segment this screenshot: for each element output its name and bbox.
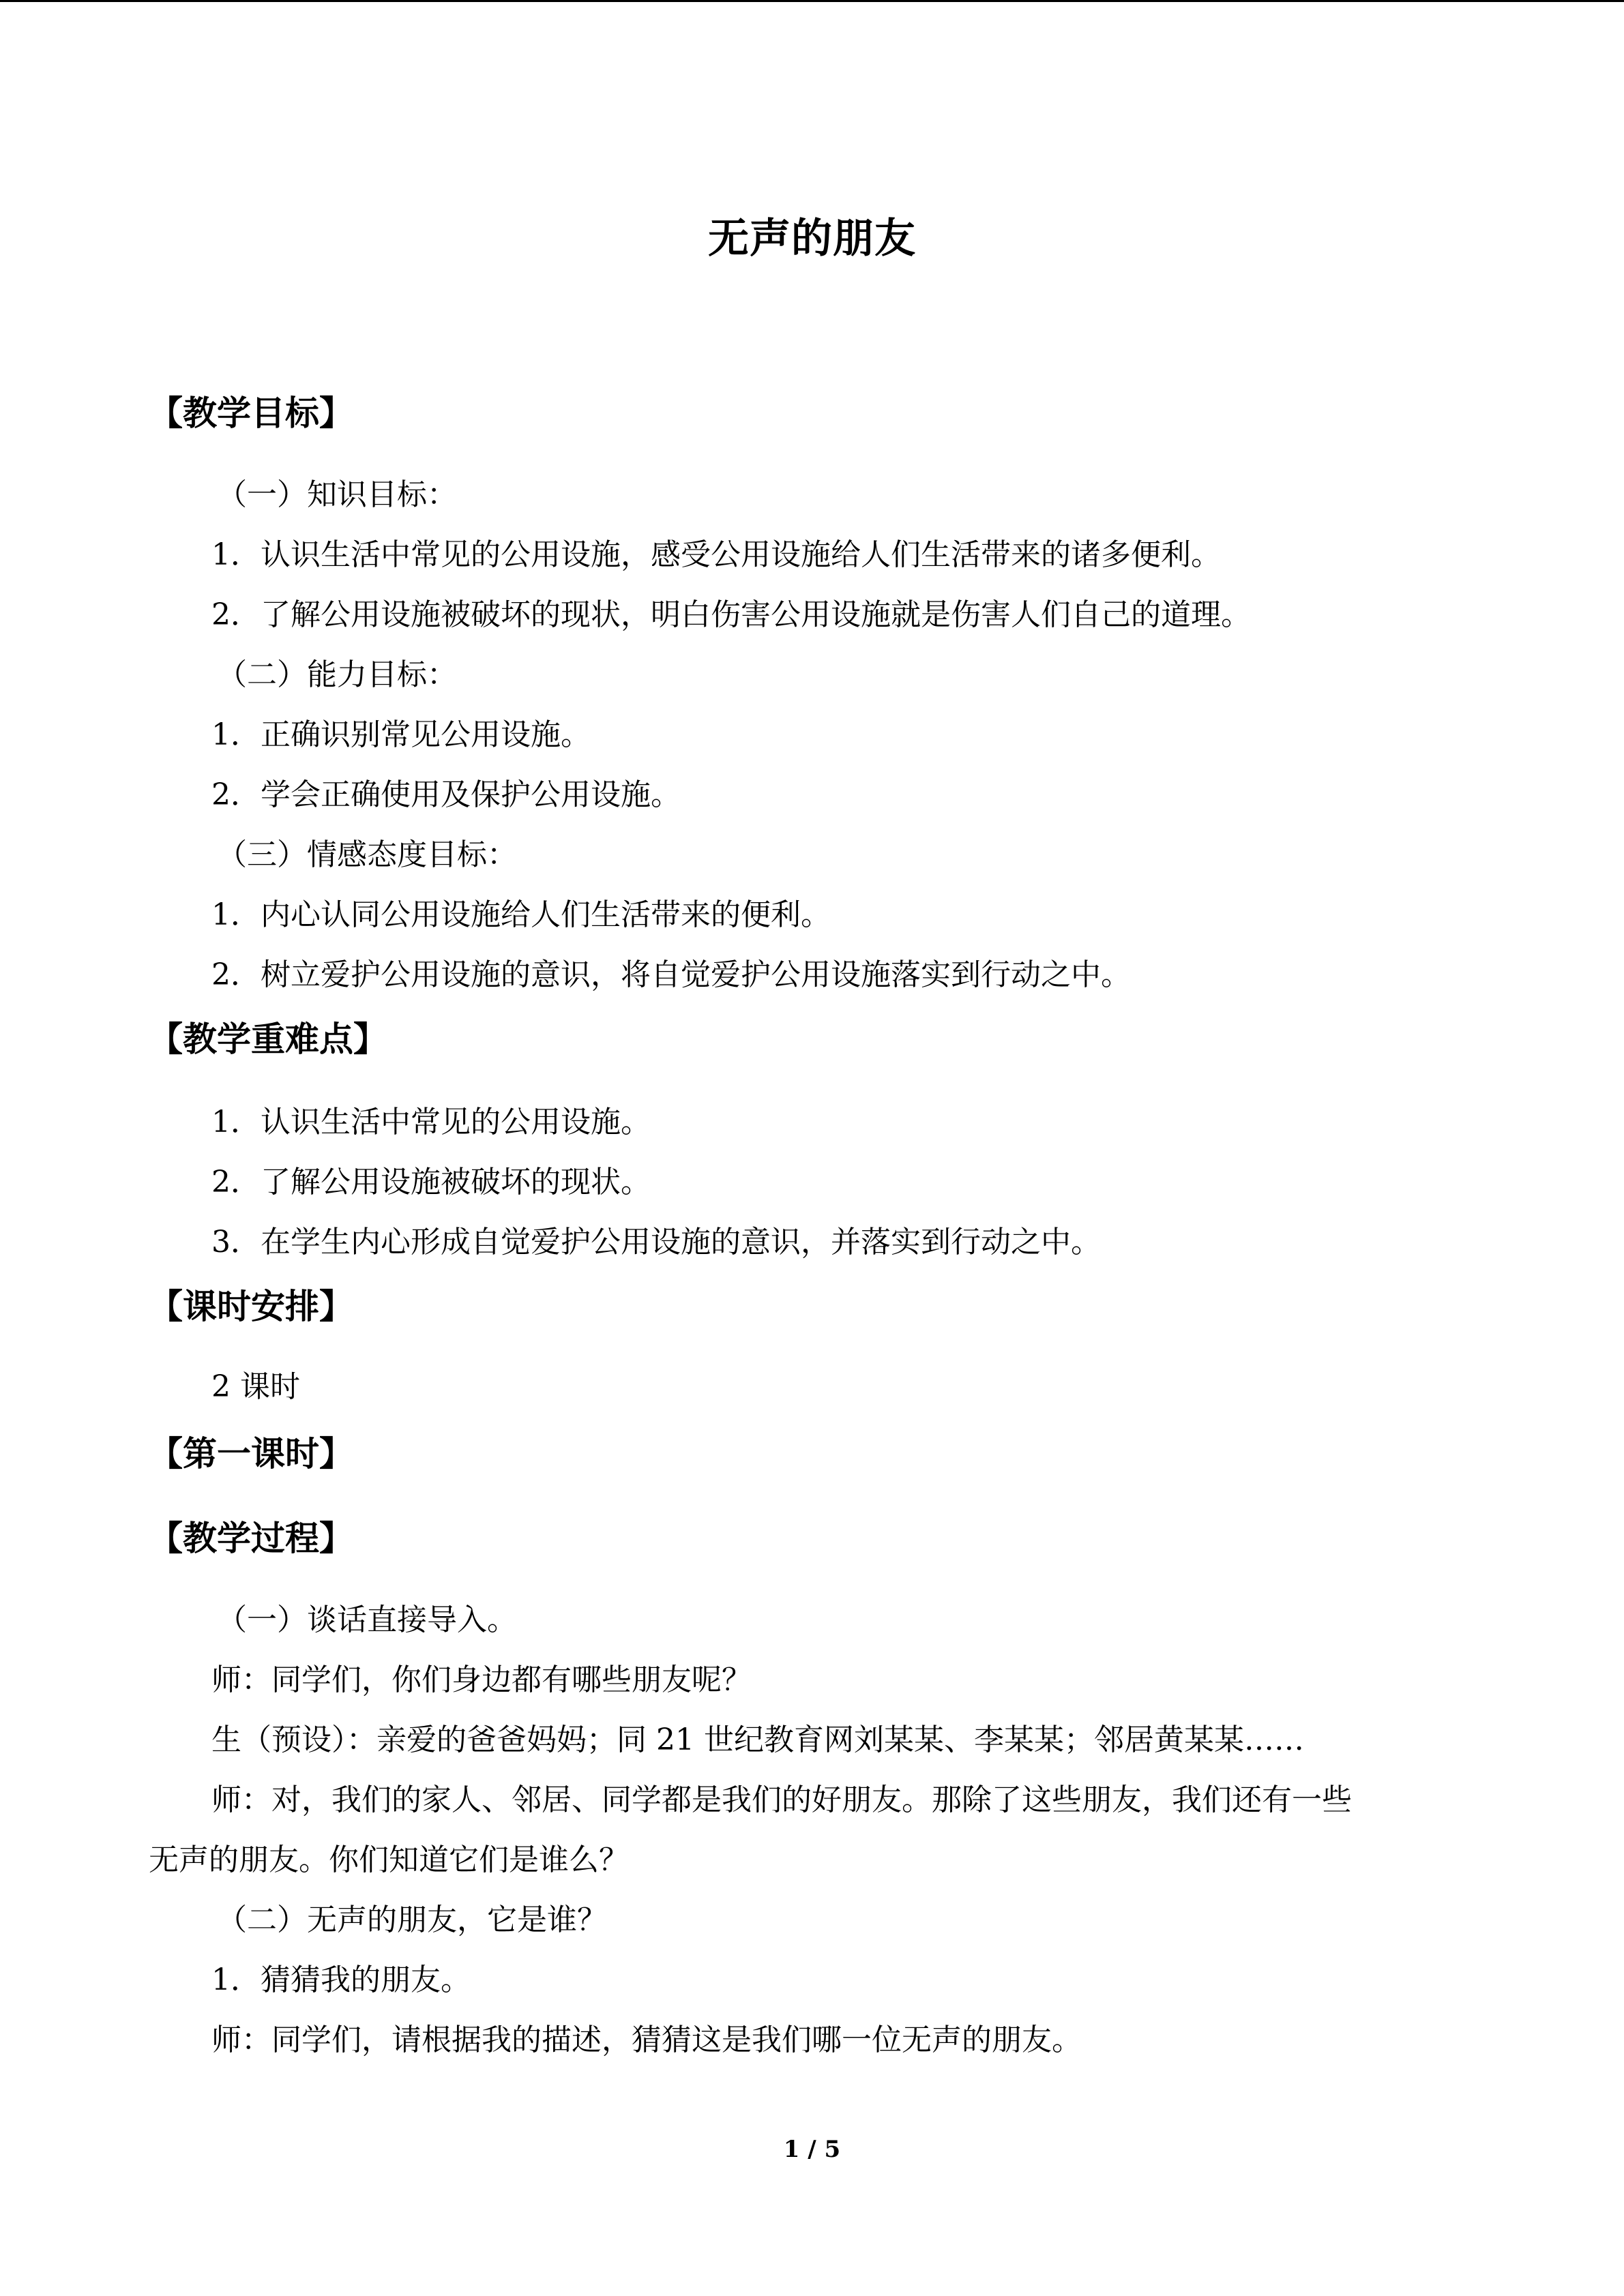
knowledge-objective-1: 1．认识生活中常见的公用设施，感受公用设施给人们生活带来的诸多便利。	[211, 537, 1221, 572]
ability-objective-2: 2．学会正确使用及保护公用设施。	[211, 777, 681, 812]
key-point-2: 2．了解公用设施被破坏的现状。	[211, 1165, 651, 1199]
process-part2-label: （二）无声的朋友，它是谁？	[217, 1903, 607, 1937]
key-points-heading: 【教学重难点】	[149, 1019, 387, 1059]
ability-objective-1: 1．正确识别常见公用设施。	[211, 717, 591, 752]
teacher-line-3: 师：同学们，请根据我的描述，猜猜这是我们哪一位无声的朋友。	[211, 2023, 1082, 2057]
process-intro-label: （一）谈话直接导入。	[217, 1602, 517, 1637]
objectives-heading: 【教学目标】	[149, 393, 353, 433]
teacher-line-2b: 无声的朋友。你们知道它们是谁么？	[149, 1843, 629, 1877]
key-point-1: 1．认识生活中常见的公用设施。	[211, 1105, 651, 1139]
ability-objectives-label: （二）能力目标：	[217, 657, 457, 692]
key-point-3: 3．在学生内心形成自觉爱护公用设施的意识，并落实到行动之中。	[211, 1225, 1101, 1259]
schedule-text: 2 课时	[211, 1369, 300, 1404]
teacher-line-2a: 师：对，我们的家人、邻居、同学都是我们的好朋友。那除了这些朋友，我们还有一些	[211, 1783, 1352, 1817]
emotion-objective-1: 1．内心认同公用设施给人们生活带来的便利。	[211, 897, 831, 932]
document-title: 无声的朋友	[708, 215, 916, 263]
knowledge-objective-2: 2．了解公用设施被破坏的现状，明白伤害公用设施就是伤害人们自己的道理。	[211, 597, 1251, 632]
process-heading: 【教学过程】	[149, 1518, 353, 1558]
knowledge-objectives-label: （一）知识目标：	[217, 477, 457, 512]
schedule-heading: 【课时安排】	[149, 1286, 353, 1326]
teacher-line-1: 师：同学们，你们身边都有哪些朋友呢？	[211, 1663, 752, 1697]
page-number: 1 / 5	[783, 2136, 841, 2163]
emotion-objective-2: 2．树立爱护公用设施的意识，将自觉爱护公用设施落实到行动之中。	[211, 957, 1131, 992]
guess-label: 1．猜猜我的朋友。	[211, 1963, 471, 1997]
student-line-1: 生（预设）：亲爱的爸爸妈妈；同 21 世纪教育网刘某某、李某某；邻居黄某某……	[211, 1723, 1304, 1757]
first-lesson-heading: 【第一课时】	[149, 1433, 353, 1474]
emotion-objectives-label: （三）情感态度目标：	[217, 837, 517, 872]
